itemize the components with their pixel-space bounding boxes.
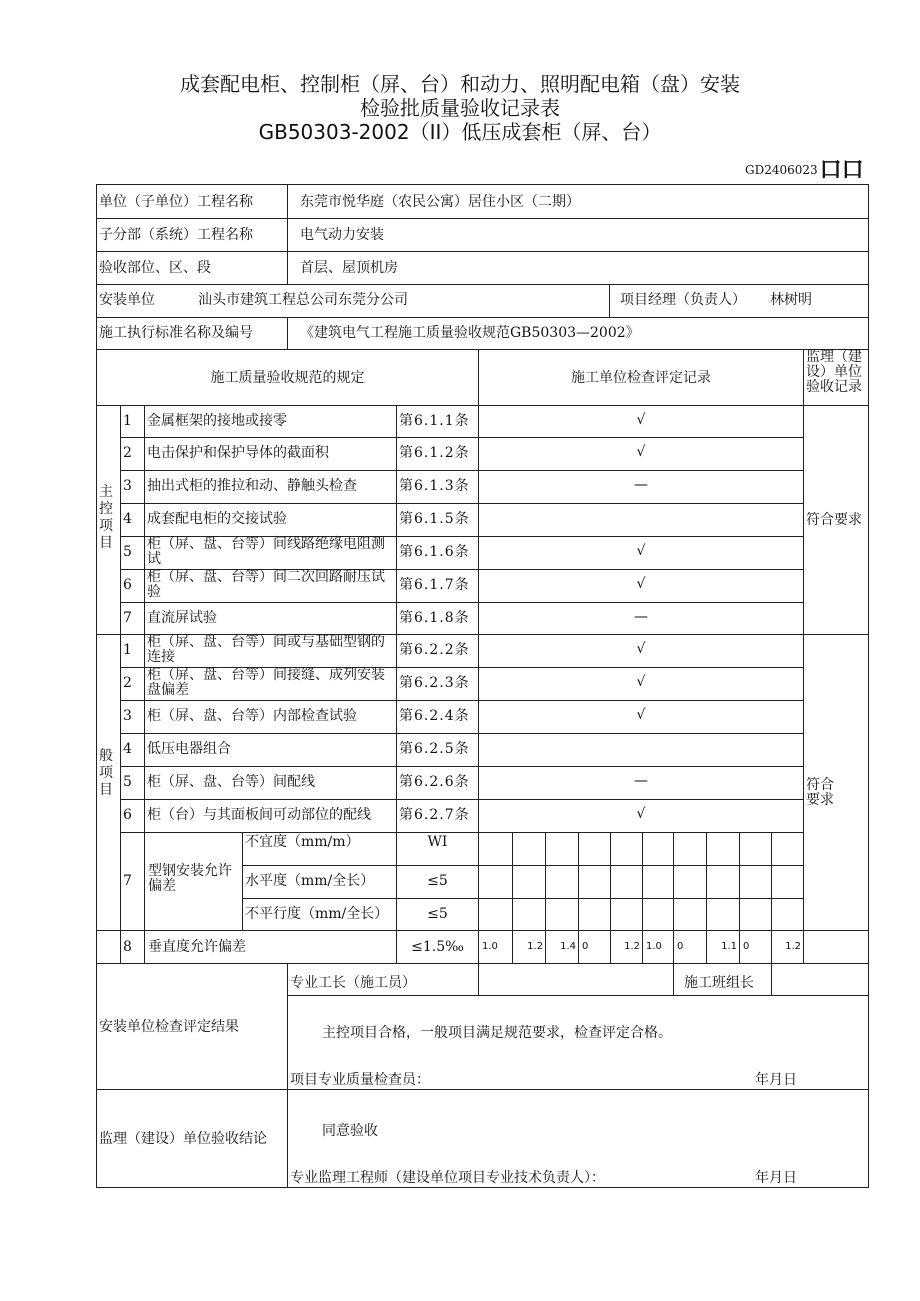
installer-result-label: 安装单位检查评定结果 (99, 1019, 239, 1035)
general-item-text: 柜（台）与其面板间可动部位的配线 (147, 807, 371, 823)
item8-value: 1.0 (482, 941, 498, 952)
main-item-text: 柜（屏、盘、台等）间线路绝缘电阻测试 (147, 536, 385, 567)
item8-text: 垂直度允许偏差 (148, 939, 246, 955)
main-item-clause: 第6.1.1条 (399, 413, 470, 429)
standard-value: 《建筑电气工程施工质量验收规范GB50303—2002》 (300, 325, 640, 341)
item7-sub3-text: 不平行度（mm/全长） (245, 906, 389, 922)
form-code-number: GD2406023 (745, 163, 818, 177)
general-item-clause: 第6.2.6条 (399, 774, 470, 790)
item8-value: 1.4 (560, 941, 576, 952)
main-item-check-mark: — (634, 609, 648, 625)
inspector-label: 项目专业质量检查员： (290, 1072, 430, 1088)
main-item-clause: 第6.1.6条 (399, 544, 470, 560)
general-item-check-mark: √ (636, 641, 646, 657)
manager-value: 林树明 (770, 292, 812, 308)
general-item-text: 柜（屏、盘、台等）内部检查试验 (147, 708, 357, 724)
main-item-text: 电击保护和保护导体的截面积 (147, 445, 329, 461)
main-item-clause: 第6.1.2条 (399, 445, 470, 461)
supervision-date-label: 年月日 (755, 1170, 797, 1186)
main-item-check-mark: — (634, 477, 648, 493)
installer-date-label: 年月日 (755, 1072, 797, 1088)
main-item-number: 1 (123, 413, 132, 429)
supervision-conclusion: 同意验收 (322, 1123, 378, 1139)
main-item-check-mark: √ (636, 543, 646, 559)
item7-label: 型钢安装允许偏差 (148, 863, 232, 894)
general-item-check-mark: √ (636, 707, 646, 723)
subdivision-label: 子分部（系统）工程名称 (99, 227, 253, 243)
main-item-clause: 第6.1.8条 (399, 610, 470, 626)
item7-sub1-limit: WI (427, 834, 448, 850)
main-item-number: 7 (123, 610, 132, 626)
form-code-boxes: 口口 (819, 158, 864, 183)
general-item-clause: 第6.2.3条 (399, 675, 470, 691)
main-group-result: 符合要求 (806, 512, 862, 528)
item8-number: 8 (123, 939, 132, 955)
general-item-number: 4 (123, 741, 132, 757)
general-group-label: 般项目 (99, 748, 113, 798)
main-item-text: 金属框架的接地或接零 (147, 413, 287, 429)
general-item-check-mark: √ (636, 674, 646, 690)
item8-value: 1.2 (624, 941, 640, 952)
item8-value: 1.0 (646, 941, 662, 952)
item8-value: 0 (582, 941, 589, 952)
col-header-supervision: 监理（建设）单位验收记录 (806, 349, 862, 395)
main-item-clause: 第6.1.3条 (399, 478, 470, 494)
item8-limit: ≤1.5‰ (411, 939, 464, 955)
main-item-number: 3 (123, 478, 132, 494)
col-header-spec: 施工质量验收规范的规定 (210, 370, 365, 386)
installer-value: 汕头市建筑工程总公司东莞分公司 (198, 292, 408, 308)
item8-value: 0 (743, 941, 750, 952)
manager-label: 项目经理（负责人） (620, 292, 746, 308)
col-header-record: 施工单位检查评定记录 (571, 370, 711, 386)
main-item-check-mark: √ (636, 576, 646, 592)
standard-label: 施工执行标准名称及编号 (99, 325, 253, 341)
main-item-number: 4 (123, 511, 132, 527)
general-item-text: 柜（屏、盘、台等）间或与基础型钢的连接 (147, 634, 385, 665)
part-value: 首层、屋顶机房 (300, 260, 398, 276)
general-item-text: 柜（屏、盘、台等）间配线 (147, 774, 315, 790)
form-title-line2: 检验批质量验收记录表 (360, 96, 560, 120)
item7-sub2-limit: ≤5 (427, 873, 448, 889)
general-item-number: 6 (123, 807, 132, 823)
general-item-check-mark: √ (636, 806, 646, 822)
form-title-line1: 成套配电柜、控制柜（屏、台）和动力、照明配电箱（盘）安装 (180, 72, 740, 96)
main-item-text: 柜（屏、盘、台等）间二次回路耐压试验 (147, 569, 385, 600)
engineer-label: 专业监理工程师（建设单位项目专业技术负责人）： (290, 1170, 605, 1186)
item8-value: 1.2 (527, 941, 543, 952)
main-item-number: 5 (123, 544, 132, 560)
main-item-number: 2 (123, 445, 132, 461)
main-item-check-mark: √ (636, 412, 646, 428)
main-item-text: 成套配电柜的交接试验 (147, 511, 287, 527)
part-label: 验收部位、区、段 (99, 260, 211, 276)
main-item-clause: 第6.1.5条 (399, 511, 470, 527)
team-leader-label: 施工班组长 (684, 975, 754, 991)
item8-value: 1.2 (785, 941, 801, 952)
installer-conclusion: 主控项目合格，一般项目满足规范要求，检查评定合格。 (322, 1025, 672, 1041)
unit-value: 东莞市悦华庭（农民公寓）居住小区（二期） (300, 194, 580, 210)
subdivision-value: 电气动力安装 (300, 227, 384, 243)
general-item-text: 柜（屏、盘、台等）间接缝、成列安装盘偏差 (147, 667, 385, 698)
installer-label: 安装单位 (99, 292, 155, 308)
worker-label: 专业工长（施工员） (290, 975, 416, 991)
general-item-number: 2 (123, 675, 132, 691)
general-item-clause: 第6.2.4条 (399, 708, 470, 724)
supervision-result-label: 监理（建设）单位验收结论 (99, 1131, 267, 1147)
main-item-number: 6 (123, 577, 132, 593)
main-item-clause: 第6.1.7条 (399, 577, 470, 593)
main-item-check-mark: √ (636, 444, 646, 460)
item7-sub1-text: 不宜度（mm/m） (245, 834, 360, 850)
item7-number: 7 (123, 873, 132, 889)
general-group-result: 符合要求 (806, 777, 834, 808)
item7-sub2-text: 水平度（mm/全长） (245, 873, 375, 889)
general-item-clause: 第6.2.5条 (399, 741, 470, 757)
general-item-number: 1 (123, 642, 132, 658)
main-item-text: 抽出式柜的推拉和动、静触头检查 (147, 478, 357, 494)
main-group-label: 主控项目 (99, 484, 113, 551)
general-item-clause: 第6.2.2条 (399, 642, 470, 658)
main-item-text: 直流屏试验 (147, 610, 217, 626)
unit-label: 单位（子单位）工程名称 (99, 194, 253, 210)
general-item-number: 3 (123, 708, 132, 724)
general-item-text: 低压电器组合 (147, 741, 231, 757)
general-item-clause: 第6.2.7条 (399, 807, 470, 823)
form-title-line3: GB50303-2002（II）低压成套柜（屏、台） (258, 120, 662, 144)
item8-value: 1.1 (721, 941, 737, 952)
item7-sub3-limit: ≤5 (427, 906, 448, 922)
general-item-check-mark: — (634, 773, 648, 789)
item8-value: 0 (677, 941, 684, 952)
general-item-number: 5 (123, 774, 132, 790)
